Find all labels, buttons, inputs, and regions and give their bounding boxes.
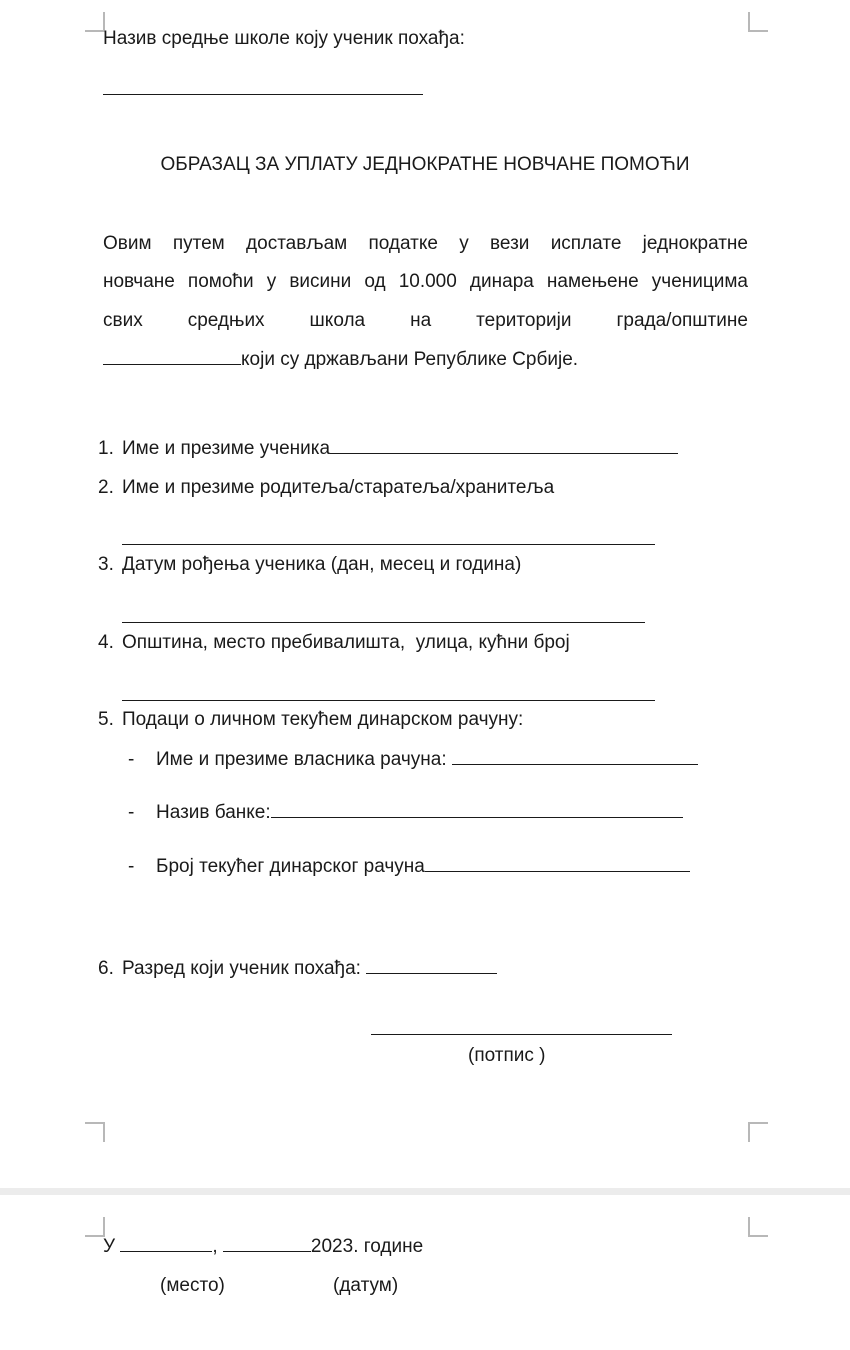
account-owner-input[interactable] xyxy=(452,764,698,765)
field-label: Име и презиме родитеља/старатеља/хранитеља xyxy=(122,477,555,498)
page-corner-top-right xyxy=(748,12,768,32)
birth-date-input[interactable] xyxy=(122,610,645,628)
subfield-bank-name xyxy=(128,801,683,825)
field-number: 3. xyxy=(98,554,114,575)
comma: , xyxy=(212,1236,218,1257)
subfield-label: Име и презиме власника рачуна: xyxy=(156,749,447,770)
field-bank-account-info xyxy=(98,708,523,732)
bullet: - xyxy=(128,802,135,823)
field-birth-date xyxy=(98,553,521,577)
field-label: Општина, место пребивалишта, улица, кућни број xyxy=(122,632,570,653)
place-date-line xyxy=(103,1235,423,1259)
field-parent-name xyxy=(98,476,554,500)
school-name-label: Назив средње школе коју ученик похађа: xyxy=(103,28,465,49)
intro-line-2: новчане помоћи у висини од 10.000 динара намењене ученицима xyxy=(103,271,748,292)
page-corner-top-right xyxy=(748,1217,768,1237)
parent-name-input[interactable] xyxy=(122,532,655,550)
student-name-input[interactable] xyxy=(330,453,678,454)
intro-word: школа xyxy=(309,310,366,331)
field-label: Разред који ученик похађа: xyxy=(122,958,361,979)
intro-word: територији xyxy=(476,310,572,331)
intro-line-3 xyxy=(103,309,748,333)
field-number: 1. xyxy=(98,438,114,459)
date-caption: (датум) xyxy=(333,1275,399,1296)
intro-word: града/општине xyxy=(616,310,748,331)
page-corner-top-left xyxy=(85,1217,105,1237)
date-input[interactable] xyxy=(223,1251,311,1252)
field-address xyxy=(98,631,570,655)
page-corner-bottom-right xyxy=(748,1122,768,1142)
field-number: 4. xyxy=(98,632,114,653)
field-number: 5. xyxy=(98,709,114,730)
intro-line-1: Овим путем достављам податке у вези исплате једнократне xyxy=(103,233,748,254)
page-corner-top-left xyxy=(85,12,105,32)
bank-name-input[interactable] xyxy=(271,817,683,818)
intro-line-4 xyxy=(103,348,578,372)
field-grade xyxy=(98,957,497,981)
grade-input[interactable] xyxy=(366,973,497,974)
year-suffix: 2023. године xyxy=(310,1236,424,1257)
intro-word: средњих xyxy=(187,310,265,331)
subfield-account-owner xyxy=(128,748,698,772)
page-corner-bottom-left xyxy=(85,1122,105,1142)
form-title: ОБРАЗАЦ ЗА УПЛАТУ ЈЕДНОКРАТНЕ НОВЧАНЕ ПОМОЋИ xyxy=(160,154,690,175)
subfield-account-number xyxy=(128,855,690,879)
field-number: 2. xyxy=(98,477,114,498)
field-number: 6. xyxy=(98,958,114,979)
field-student-name xyxy=(98,437,678,461)
place-prefix: У xyxy=(103,1236,116,1257)
document-page-2 xyxy=(0,1195,850,1350)
signature-label: (потпис ) xyxy=(468,1045,546,1066)
account-number-input[interactable] xyxy=(425,871,690,872)
signature-line[interactable] xyxy=(371,1022,672,1040)
place-caption: (место) xyxy=(160,1275,225,1296)
intro-word: на xyxy=(410,310,432,331)
school-name-field[interactable] xyxy=(103,82,423,100)
subfield-label: Број текућег динарског рачуна xyxy=(156,856,425,877)
bullet: - xyxy=(128,749,135,770)
intro-line-4-text: који су држављани Републике Србије. xyxy=(241,349,579,370)
field-label: Подаци о личном текућем динарском рачуну: xyxy=(122,709,524,730)
field-label: Датум рођења ученика (дан, месец и година) xyxy=(122,554,522,575)
municipality-field[interactable] xyxy=(103,364,241,365)
place-input[interactable] xyxy=(120,1251,212,1252)
page-separator xyxy=(0,1188,850,1195)
intro-word: свих xyxy=(103,310,143,331)
field-label: Име и презиме ученика xyxy=(122,438,331,459)
address-input[interactable] xyxy=(122,688,655,706)
bullet: - xyxy=(128,856,135,877)
subfield-label: Назив банке: xyxy=(156,802,271,823)
